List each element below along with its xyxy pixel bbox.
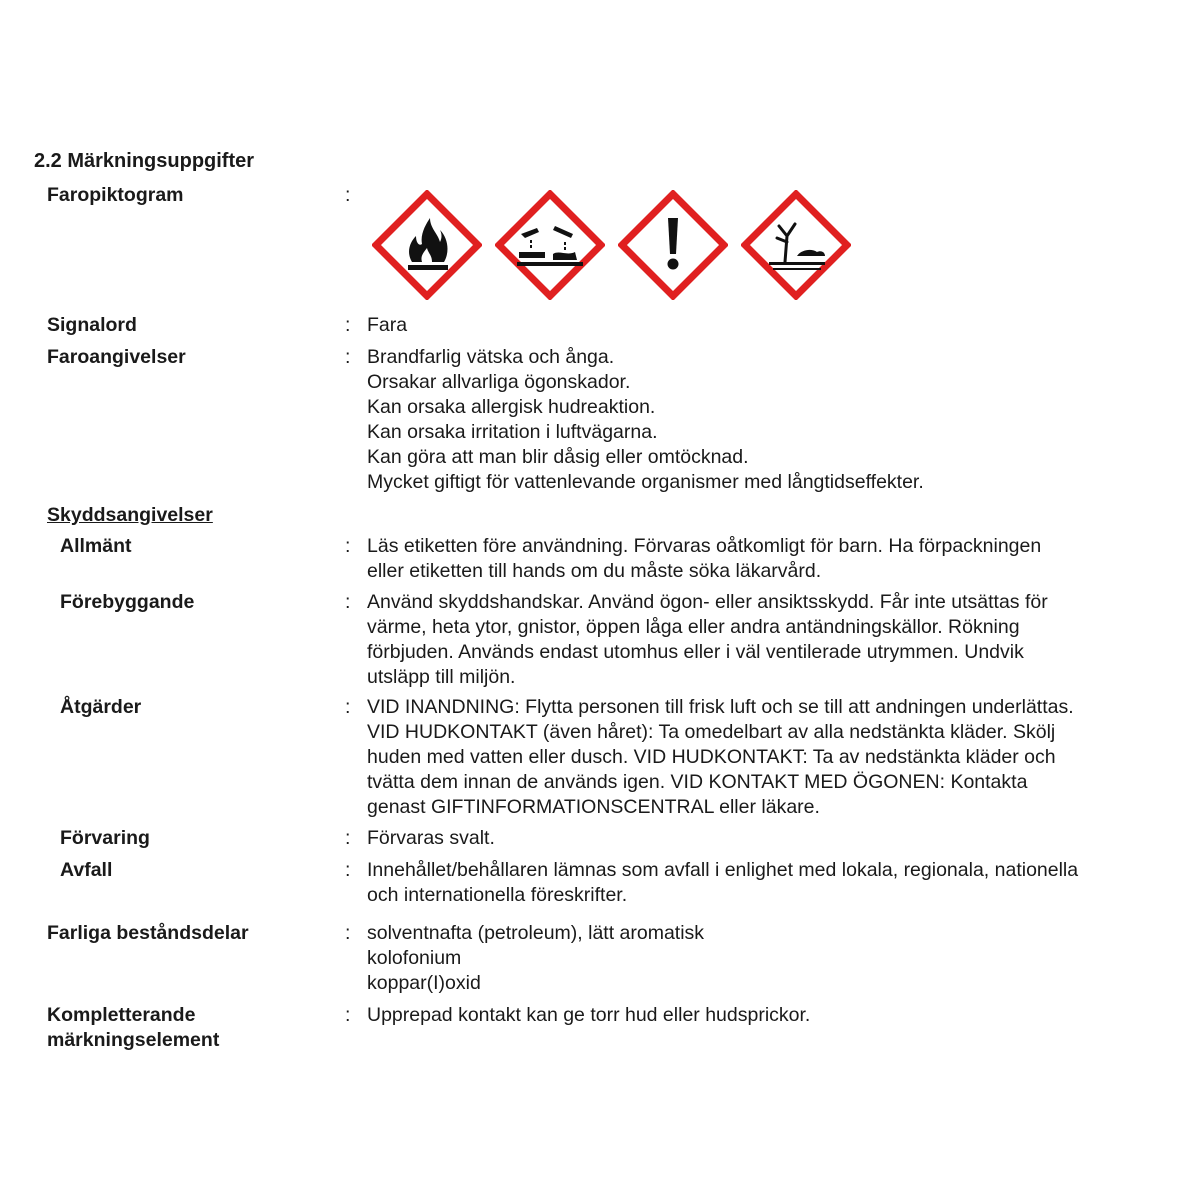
text-line: Brandfarlig vätska och ånga. (367, 346, 615, 368)
signalord-colon: : (345, 314, 351, 336)
corrosion-icon (495, 190, 605, 300)
faroangivelser-label: Faroangivelser (47, 346, 186, 368)
environment-icon (741, 190, 851, 300)
avfall-label: Avfall (60, 859, 113, 881)
signalord-label: Signalord (47, 314, 137, 336)
atgarder-label: Åtgärder (60, 696, 142, 718)
text-line: Förvaras svalt. (367, 827, 495, 849)
faroangivelser-text (367, 345, 924, 495)
allmant-colon: : (345, 535, 351, 557)
atgarder-colon: : (345, 696, 351, 718)
farliga-colon: : (345, 922, 351, 944)
text-line: Kan orsaka allergisk hudreaktion. (367, 396, 656, 418)
flame-icon (372, 190, 482, 300)
avfall-text (367, 858, 1078, 908)
kompletterande-colon: : (345, 1004, 351, 1026)
text-line: Innehållet/behållaren lämnas som avfall i enlighet med lokala, regionala, nationella (367, 859, 1079, 881)
text-line: eller etiketten till hands om du måste söka läkarvård. (367, 560, 822, 582)
text-line: Orsakar allvarliga ögonskador. (367, 371, 631, 393)
text-line: kolofonium (367, 947, 462, 969)
label-line: Kompletterande (47, 1004, 196, 1026)
text-line: solventnafta (petroleum), lätt aromatisk (367, 922, 705, 944)
text-line: Använd skyddshandskar. Använd ögon- eller ansiktsskydd. Får inte utsättas för (367, 591, 1048, 613)
text-line: förbjuden. Används endast utomhus eller i väl ventilerade utrymmen. Undvik (367, 641, 1024, 663)
kompletterande-label (47, 1003, 219, 1053)
label-line: märkningselement (47, 1029, 220, 1051)
farliga-text (367, 921, 704, 996)
forebyggande-label: Förebyggande (60, 591, 195, 613)
text-line: Läs etiketten före användning. Förvaras oåtkomligt för barn. Ha förpackningen (367, 535, 1042, 557)
text-line: koppar(I)oxid (367, 972, 481, 994)
kompletterande-text (367, 1003, 810, 1028)
avfall-colon: : (345, 859, 351, 881)
text-line: genast GIFTINFORMATIONSCENTRAL eller läkare. (367, 796, 820, 818)
text-line: utsläpp till miljön. (367, 666, 516, 688)
text-line: och internationella föreskrifter. (367, 884, 628, 906)
farliga-label: Farliga beståndsdelar (47, 922, 249, 944)
text-line: huden med vatten eller dusch. VID HUDKONTAKT: Ta av nedstänkta kläder och (367, 746, 1056, 768)
skyddsangivelser-heading: Skyddsangivelser (47, 504, 213, 526)
atgarder-text (367, 695, 1074, 820)
signalord-value: Fara (367, 314, 408, 336)
allmant-text (367, 534, 1041, 584)
text-line: Upprepad kontakt kan ge torr hud eller hudsprickor. (367, 1004, 811, 1026)
text-line: Kan orsaka irritation i luftvägarna. (367, 421, 658, 443)
forebyggande-colon: : (345, 591, 351, 613)
forvaring-colon: : (345, 827, 351, 849)
forvaring-text (367, 826, 495, 851)
faropiktogram-colon: : (345, 184, 351, 206)
text-line: VID HUDKONTAKT (även håret): Ta omedelbart av alla nedstänkta kläder. Skölj (367, 721, 1056, 743)
text-line: Kan göra att man blir dåsig eller omtöcknad. (367, 446, 749, 468)
text-line: Mycket giftigt för vattenlevande organismer med långtidseffekter. (367, 471, 924, 493)
forebyggande-text (367, 590, 1048, 690)
section-title: 2.2 Märkningsuppgifter (34, 150, 255, 172)
exclamation-mark-icon (618, 190, 728, 300)
faropiktogram-label: Faropiktogram (47, 184, 184, 206)
text-line: värme, heta ytor, gnistor, öppen låga eller andra antändningskällor. Rökning (367, 616, 1020, 638)
allmant-label: Allmänt (60, 535, 132, 557)
forvaring-label: Förvaring (60, 827, 150, 849)
text-line: tvätta dem innan de används igen. VID KONTAKT MED ÖGONEN: Kontakta (367, 771, 1028, 793)
faroangivelser-colon: : (345, 346, 351, 368)
text-line: VID INANDNING: Flytta personen till frisk luft och se till att andningen underlättas. (367, 696, 1074, 718)
